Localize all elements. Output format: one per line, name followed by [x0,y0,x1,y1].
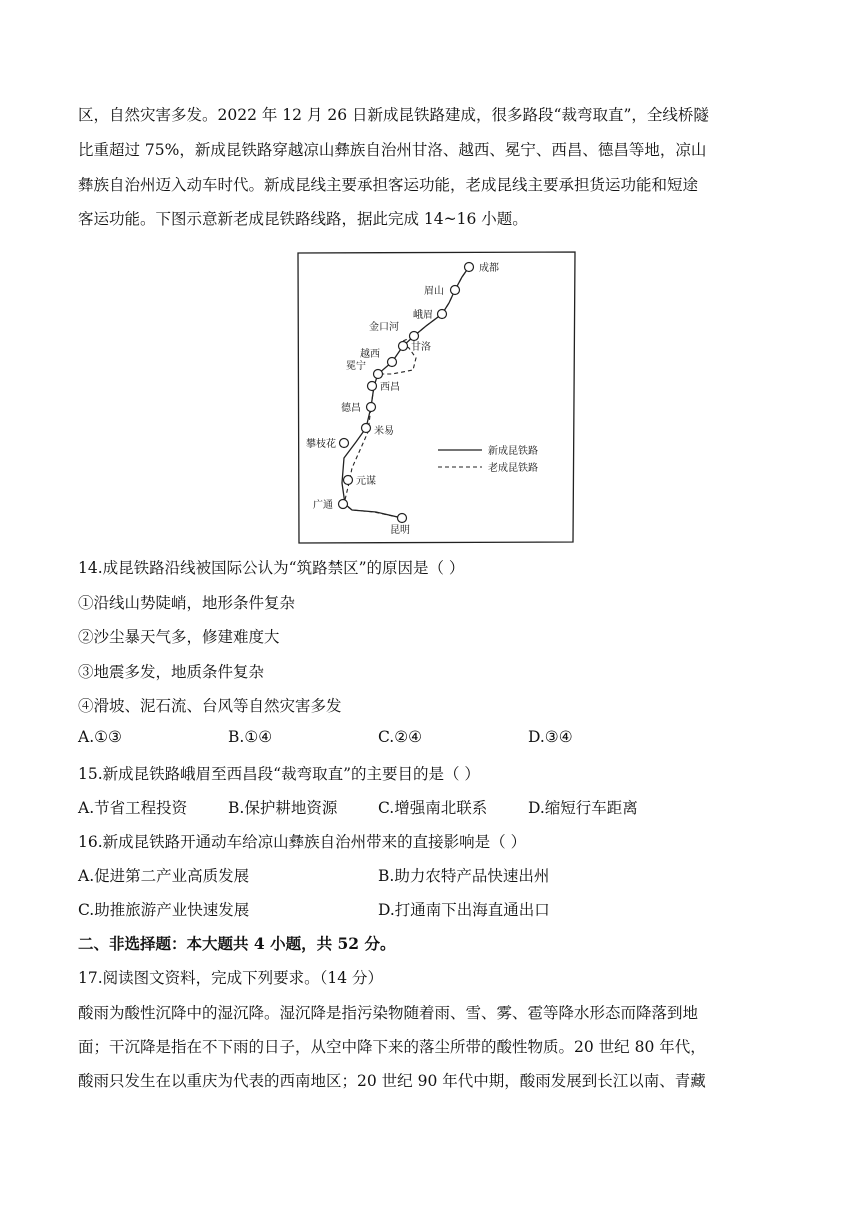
q14-stem: 14.成昆铁路沿线被国际公认为“筑路禁区”的原因是（ ） [78,559,465,577]
city-marker-ganluo [399,342,408,351]
city-marker-jinkouhe [410,332,419,341]
q15-option-d: D.缩短行车距离 [528,799,638,817]
city-label-kunming: 昆明 [390,525,410,536]
q14-item-1: ①沿线山势陡峭，地形条件复杂 [78,594,296,612]
city-marker-dechang [367,403,376,412]
legend-new-label: 新成昆铁路 [488,446,538,457]
city-label-jinkouhe: 金口河 [369,322,399,333]
q14-option-a: A.①③ [78,728,122,746]
legend-old-label: 老成昆铁路 [488,463,538,474]
q16-option-c: C.助推旅游产业快速发展 [78,901,250,919]
city-label-xichang: 西昌 [380,382,400,393]
city-marker-guangtong [339,500,348,509]
city-label-yuexi: 越西 [360,349,380,360]
city-label-mianning: 冕宁 [346,361,366,372]
city-marker-meishan [451,286,460,295]
city-marker-miyi [362,424,371,433]
q16-stem: 16.新成昆铁路开通动车给凉山彝族自治州带来的直接影响是（ ） [78,833,527,851]
city-marker-kunming [398,514,407,523]
q17-line-1: 酸雨为酸性沉降中的湿沉降。湿沉降是指污染物随着雨、雪、雾、雹等降水形态而降落到地 [78,1004,699,1022]
city-label-emei: 峨眉 [413,310,433,321]
q17-stem: 17.阅读图文资料，完成下列要求。（14 分） [78,969,384,987]
intro-line-3: 彝族自治州迈入动车时代。新成昆线主要承担客运功能，老成昆线主要承担货运功能和短途 [78,176,699,194]
q14-option-d: D.③④ [528,728,573,746]
intro-line-1: 区，自然灾害多发。2022 年 12 月 26 日新成昆铁路建成，很多路段“裁弯取直”，全线桥隧 [78,106,709,124]
city-marker-panzhihua [340,439,349,448]
q15-option-c: C.增强南北联系 [378,799,488,817]
q17-line-3: 酸雨只发生在以重庆为代表的西南地区；20 世纪 90 年代中期，酸雨发展到长江以南、青藏 [78,1072,706,1090]
city-label-dechang: 德昌 [341,403,361,414]
city-marker-yuexi [388,358,397,367]
city-label-meishan: 眉山 [424,286,444,297]
q15-stem: 15.新成昆铁路峨眉至西昌段“裁弯取直”的主要目的是（ ） [78,765,480,783]
city-marker-emei [438,310,447,319]
section-2-heading: 二、非选择题：本大题共 4 小题，共 52 分。 [78,934,396,953]
city-label-chengdu: 成都 [479,263,499,274]
q15-option-b: B.保护耕地资源 [228,799,338,817]
city-label-yuanmou: 元谋 [356,476,376,487]
q17-line-2: 面；干沉降是指在不下雨的日子，从空中降下来的落尘所带的酸性物质。20 世纪 80 年代， [78,1038,706,1056]
q16-option-d: D.打通南下出海直通出口 [378,901,550,919]
intro-line-2: 比重超过 75%，新成昆铁路穿越凉山彝族自治州甘洛、越西、冕宁、西昌、德昌等地，凉山 [78,141,707,159]
city-label-guangtong: 广通 [313,500,333,511]
q15-option-a: A.节省工程投资 [78,799,188,817]
city-marker-chengdu [465,263,474,272]
city-label-panzhihua: 攀枝花 [306,439,336,450]
city-label-ganluo: 甘洛 [411,342,431,353]
q14-item-4: ④滑坡、泥石流、台风等自然灾害多发 [78,697,342,715]
railway-map [296,250,578,546]
city-marker-mianning [374,370,383,379]
q14-item-3: ③地震多发，地质条件复杂 [78,663,265,681]
q16-option-a: A.促进第二产业高质发展 [78,867,250,885]
city-label-miyi: 米易 [374,426,394,437]
q14-option-c: C.②④ [378,728,423,746]
intro-line-4: 客运功能。下图示意新老成昆铁路线路，据此完成 14~16 小题。 [78,210,528,228]
city-marker-yuanmou [344,476,353,485]
city-marker-xichang [368,382,377,391]
q14-item-2: ②沙尘暴天气多，修建难度大 [78,628,280,646]
q14-option-b: B.①④ [228,728,273,746]
q16-option-b: B.助力农特产品快速出州 [378,867,550,885]
